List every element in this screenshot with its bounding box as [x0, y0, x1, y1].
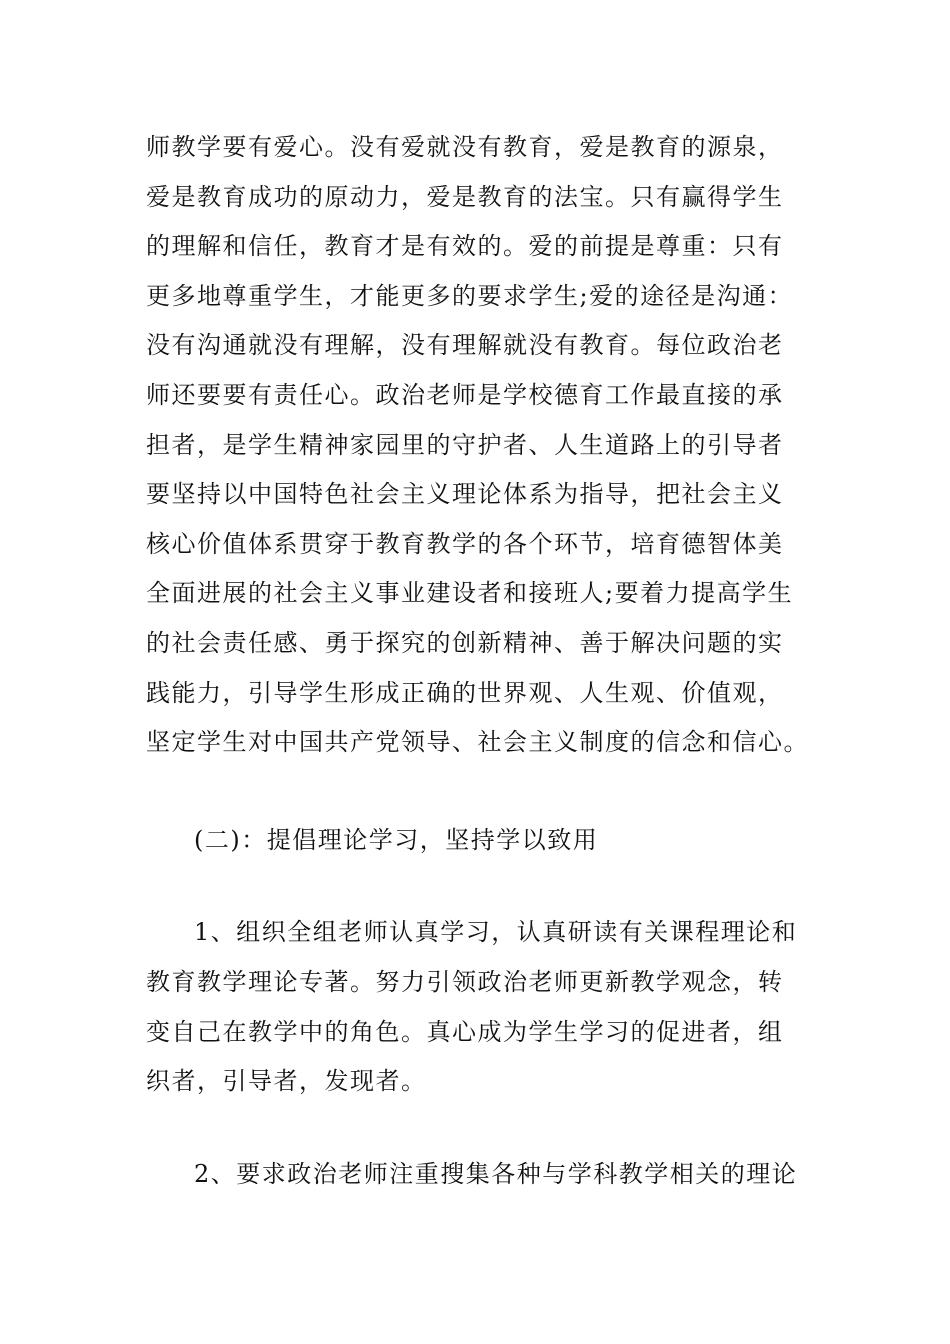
text-line: 爱是教育成功的原动力，爱是教育的法宝。只有赢得学生	[146, 182, 784, 211]
text-line: 要坚持以中国特色社会主义理论体系为指导，把社会主义	[146, 480, 784, 509]
text-line: 1、组织全组老师认真学习，认真研读有关课程理论和	[194, 918, 798, 947]
text-line: 更多地尊重学生，才能更多的要求学生;爱的途径是沟通：	[146, 281, 794, 310]
heading-line: (二)：提倡理论学习，坚持学以致用	[194, 825, 599, 854]
text-line: 变自己在教学中的角色。真心成为学生学习的促进者，组	[146, 1017, 784, 1046]
document-body	[146, 123, 810, 1199]
paragraph-item-1	[146, 908, 810, 1106]
paragraph-item-2	[146, 1150, 810, 1200]
text-line: 核心价值体系贯穿于教育教学的各个环节，培育德智体美	[146, 529, 784, 558]
text-line: 师还要要有责任心。政治老师是学校德育工作最直接的承	[146, 380, 784, 409]
text-line: 的社会责任感、勇于探究的创新精神、善于解决问题的实	[146, 628, 784, 657]
text-line: 践能力，引导学生形成正确的世界观、人生观、价值观，	[146, 678, 784, 707]
text-line: 没有沟通就没有理解，没有理解就没有教育。每位政治老	[146, 331, 784, 360]
text-line: 担者，是学生精神家园里的守护者、人生道路上的引导者	[146, 430, 784, 459]
section-heading	[146, 816, 810, 866]
paragraph-teacher-responsibility	[146, 123, 810, 768]
text-line: 的理解和信任，教育才是有效的。爱的前提是尊重：只有	[146, 232, 784, 261]
text-line: 坚定学生对中国共产党领导、社会主义制度的信念和信心。	[146, 728, 809, 757]
text-line: 全面进展的社会主义事业建设者和接班人;要着力提高学生	[146, 579, 794, 608]
text-line: 织者，引导者，发现者。	[146, 1067, 427, 1096]
text-line: 2、要求政治老师注重搜集各种与学科教学相关的理论	[194, 1159, 798, 1188]
text-line: 师教学要有爱心。没有爱就没有教育，爱是教育的源泉，	[146, 133, 784, 161]
text-line: 教育教学理论专著。努力引领政治老师更新教学观念，转	[146, 967, 784, 996]
